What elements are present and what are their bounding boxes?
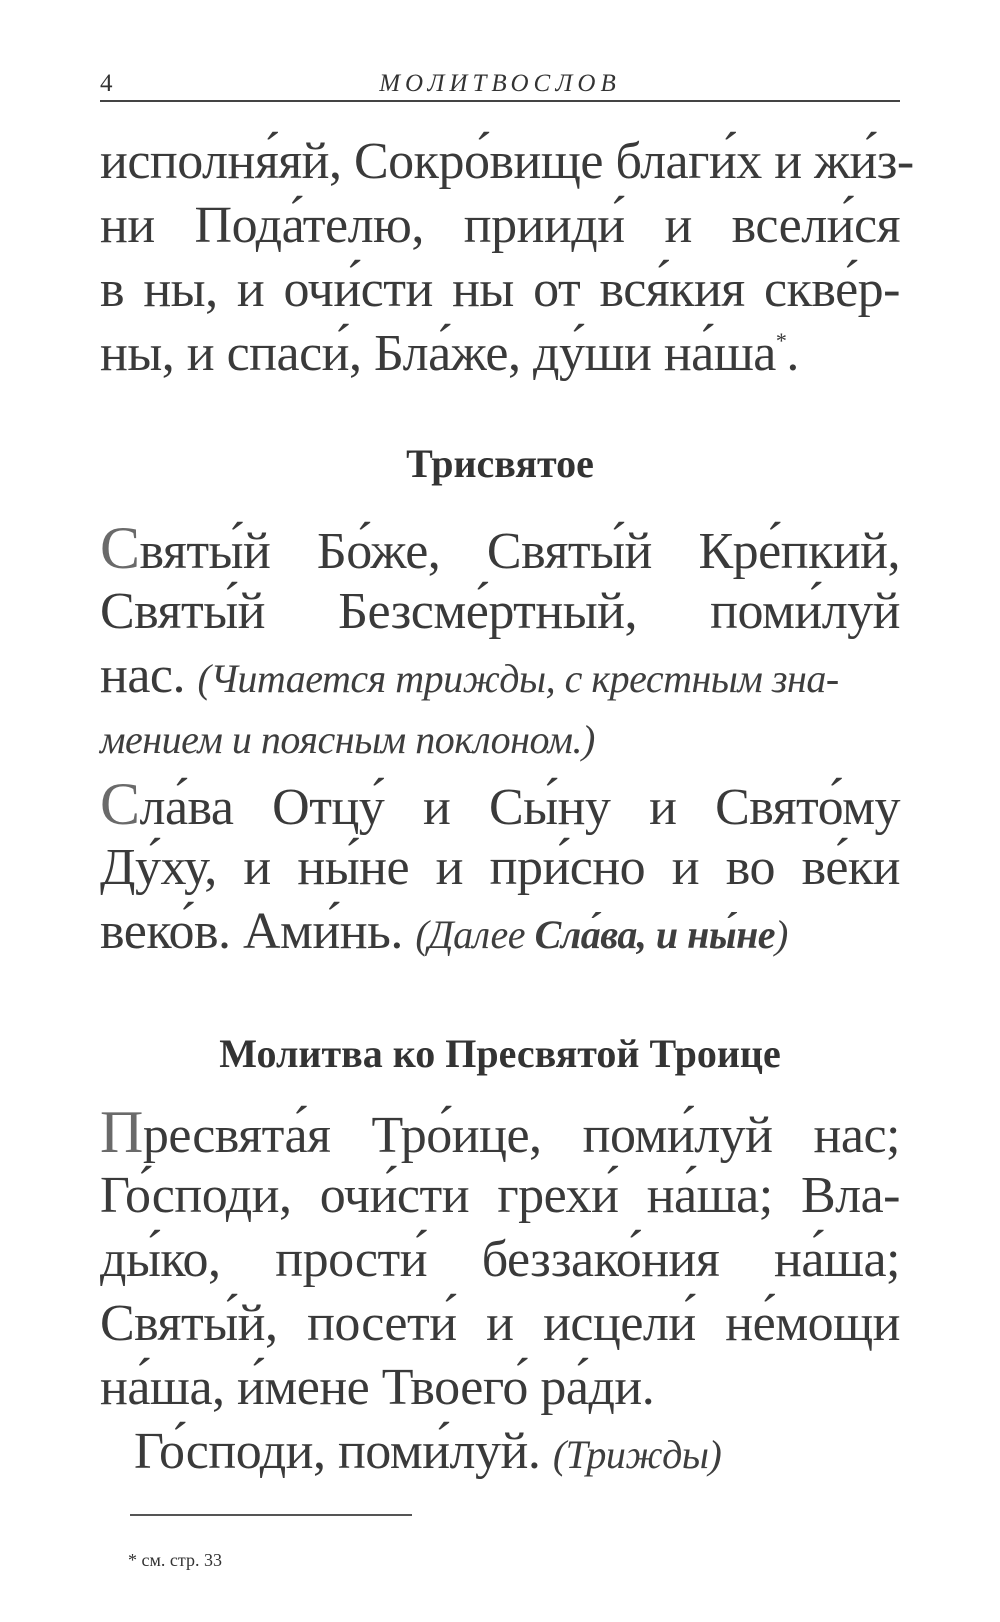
intro-line-4 — [100, 322, 900, 386]
intro-line-4-end: . — [786, 325, 799, 382]
trinity-line-1: Пресвята́я Тро́ице, поми́луй нас; — [100, 1099, 900, 1165]
section-title-trinity: Молитва ко Пресвятой Троице — [219, 1031, 781, 1076]
trisagion-line-4: мением и поясным поклоном.) — [100, 717, 595, 762]
trisagion-paragraph — [100, 516, 900, 964]
trinity-line-2: Го́споди, очи́сти грехи́ на́ша; Вла- — [100, 1167, 900, 1224]
footnote: * см. стр. 33 — [128, 1550, 222, 1570]
trinity-line-3: ды́ко, прости́ беззако́ния на́ша; — [100, 1231, 900, 1288]
page-number: 4 — [100, 70, 113, 97]
intro-line-4-text: ны, и спаси́, Бла́же, ду́ши на́ша — [100, 325, 776, 382]
trinity-line-6: Го́споди, поми́луй. (Трижды) — [134, 1423, 722, 1480]
doxology-line-2: Ду́ху, и ны́не и при́сно и во ве́ки — [100, 839, 900, 896]
rubric: (Далее Сла́ва, и ны́не) — [415, 912, 788, 957]
dropcap: С — [100, 771, 140, 837]
doxology-line-3: веко́в. Ами́нь. (Далее Сла́ва, и ны́не) — [100, 903, 788, 960]
running-title: МОЛИТВОСЛОВ — [379, 70, 621, 97]
header-rule — [100, 100, 900, 102]
intro-line-2: ни Пода́телю, прииди́ и всели́ся — [100, 197, 900, 254]
intro-paragraph — [100, 130, 914, 386]
trinity-line-4: Святы́й, посети́ и исцели́ не́мощи — [100, 1295, 900, 1352]
intro-line-1: исполня́яй, Сокро́вище благи́х и жи́з- — [100, 133, 914, 190]
intro-line-3: в ны, и очи́сти ны от вся́кия скве́р- — [100, 261, 900, 318]
footnote-rule — [130, 1514, 412, 1516]
trisagion-line-2: Святы́й Безсме́ртный, поми́луй — [100, 583, 900, 640]
rubric: (Читается трижды, с крестным зна- — [197, 656, 839, 701]
trinity-line-5: на́ша, и́мене Твоего́ ра́ди. — [100, 1359, 655, 1416]
running-head — [100, 66, 900, 102]
doxology-line-1: Сла́ва Отцу́ и Сы́ну и Свято́му — [100, 771, 900, 837]
trinity-paragraph — [100, 1100, 900, 1484]
dropcap: П — [100, 1099, 143, 1165]
footnote-mark: * — [775, 328, 787, 353]
trisagion-line-1: Святы́й Бо́же, Святы́й Кре́пкий, — [100, 515, 900, 581]
dropcap: С — [100, 515, 140, 581]
trisagion-line-3: нас. (Читается трижды, с крестным зна- — [100, 647, 839, 704]
book-page — [100, 0, 914, 1622]
rubric: (Трижды) — [552, 1432, 722, 1477]
section-title-trisagion: Трисвятое — [406, 441, 594, 486]
